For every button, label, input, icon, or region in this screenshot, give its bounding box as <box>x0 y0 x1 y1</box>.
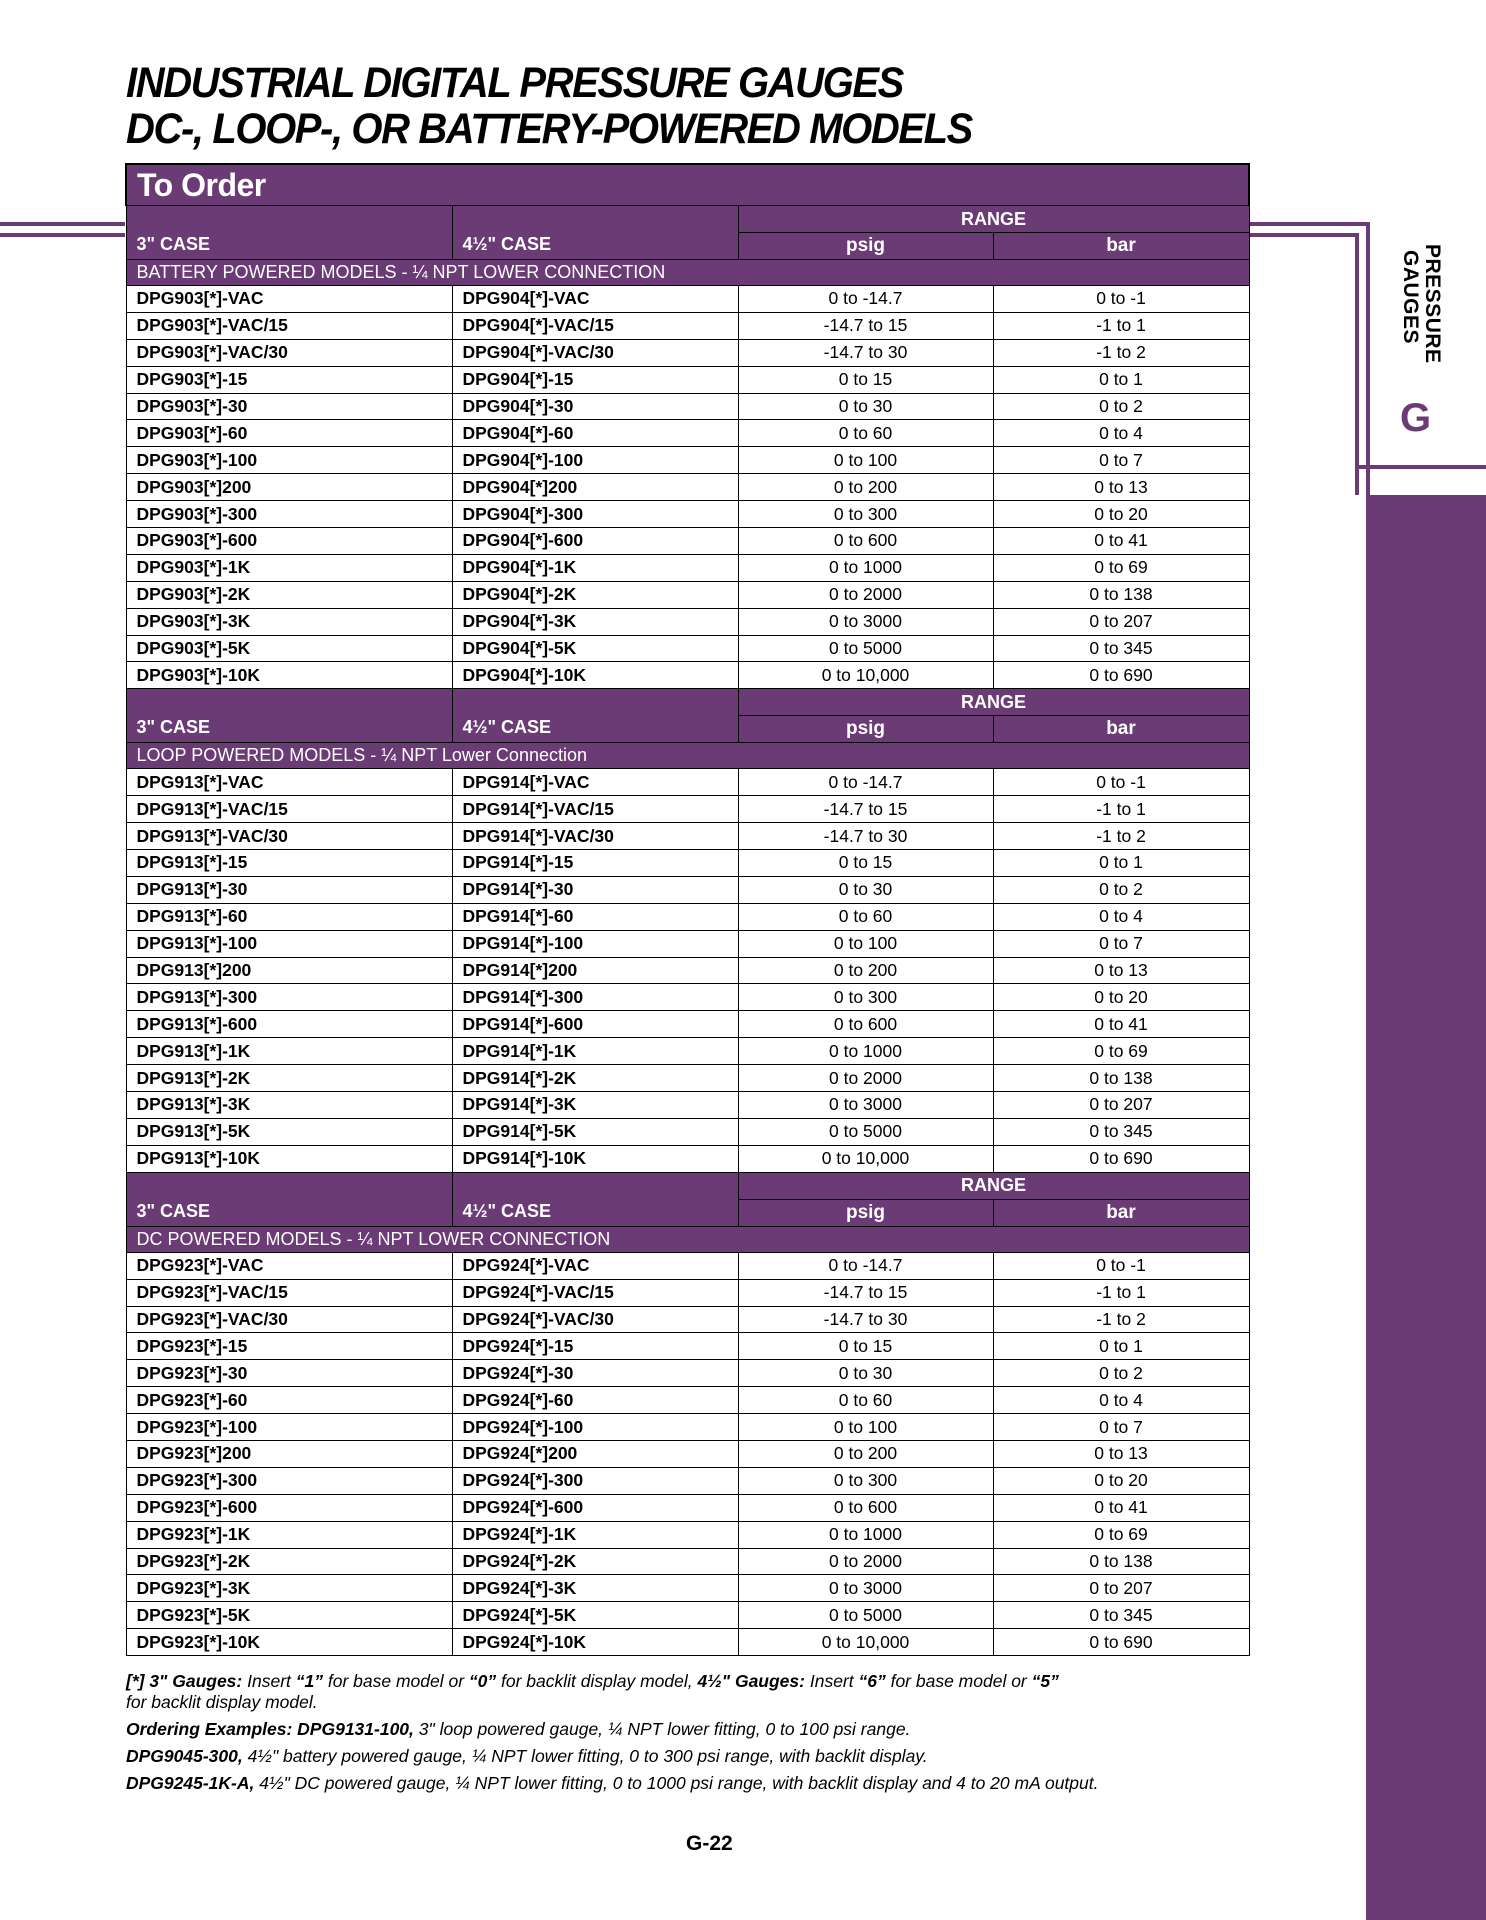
table-row <box>126 1602 1249 1629</box>
model-3in: DPG913[*]-100 <box>126 930 452 957</box>
table-row <box>126 1279 1249 1306</box>
range-bar: 0 to 690 <box>993 1145 1249 1172</box>
page-number: G-22 <box>686 1832 733 1855</box>
range-bar: 0 to 207 <box>993 1092 1249 1119</box>
model-4-5in: DPG924[*]-60 <box>452 1387 738 1414</box>
note2-a: Ordering Examples: DPG9131-100, <box>126 1719 414 1739</box>
range-bar: 0 to 20 <box>993 501 1249 528</box>
range-psig: 0 to 30 <box>738 1360 993 1387</box>
range-psig: -14.7 to 30 <box>738 339 993 366</box>
table-row <box>126 957 1249 984</box>
side-tab-bar <box>1366 495 1486 1920</box>
note1-c: “1” <box>295 1671 323 1691</box>
model-4-5in: DPG914[*]-VAC/30 <box>452 823 738 850</box>
range-bar: 0 to 1 <box>993 1333 1249 1360</box>
table-row <box>126 769 1249 796</box>
model-3in: DPG913[*]-600 <box>126 1011 452 1038</box>
model-4-5in: DPG914[*]200 <box>452 957 738 984</box>
model-4-5in: DPG914[*]-60 <box>452 903 738 930</box>
range-psig: 0 to 300 <box>738 501 993 528</box>
note4-b: 4½" DC powered gauge, ¼ NPT lower fitting, 0 to 1000 psi range, with backlit display and 4 to 20 mA output. <box>254 1773 1099 1793</box>
table-row <box>126 1521 1249 1548</box>
model-4-5in: DPG924[*]-30 <box>452 1360 738 1387</box>
range-bar: 0 to 138 <box>993 1065 1249 1092</box>
model-3in: DPG913[*]-3K <box>126 1092 452 1119</box>
model-4-5in: DPG924[*]-600 <box>452 1494 738 1521</box>
range-bar: 0 to 20 <box>993 1467 1249 1494</box>
model-4-5in: DPG914[*]-1K <box>452 1038 738 1065</box>
range-bar: 0 to 690 <box>993 662 1249 689</box>
header-psig: psig <box>738 233 993 260</box>
range-bar: 0 to 345 <box>993 1118 1249 1145</box>
range-psig: 0 to 10,000 <box>738 1629 993 1656</box>
range-bar: 0 to 138 <box>993 1548 1249 1575</box>
order-table <box>125 163 1250 1656</box>
range-bar: -1 to 1 <box>993 796 1249 823</box>
range-psig: 0 to 1000 <box>738 554 993 581</box>
note1-k: “5” <box>1031 1671 1059 1691</box>
range-bar: 0 to -1 <box>993 1252 1249 1279</box>
table-row <box>126 850 1249 877</box>
range-bar: 0 to 7 <box>993 1414 1249 1441</box>
model-3in: DPG903[*]-1K <box>126 554 452 581</box>
model-4-5in: DPG904[*]-VAC <box>452 286 738 313</box>
model-3in: DPG913[*]-5K <box>126 1118 452 1145</box>
range-psig: 0 to 2000 <box>738 1548 993 1575</box>
model-3in: DPG923[*]-3K <box>126 1575 452 1602</box>
note1-a: [*] 3" Gauges: <box>126 1671 243 1691</box>
table-row <box>126 393 1249 420</box>
model-3in: DPG923[*]-600 <box>126 1494 452 1521</box>
model-3in: DPG903[*]-600 <box>126 528 452 555</box>
note1-h: Insert <box>804 1671 859 1691</box>
header-bar: bar <box>993 716 1249 743</box>
model-3in: DPG923[*]-VAC/15 <box>126 1279 452 1306</box>
table-row <box>126 608 1249 635</box>
section-heading-row <box>126 260 1249 286</box>
range-bar: 0 to 41 <box>993 528 1249 555</box>
model-3in: DPG923[*]-VAC <box>126 1252 452 1279</box>
table-row <box>126 1252 1249 1279</box>
footnotes <box>126 1671 1256 1800</box>
table-header-row <box>126 206 1249 233</box>
table-row <box>126 823 1249 850</box>
range-bar: 0 to 4 <box>993 903 1249 930</box>
range-bar: 0 to -1 <box>993 286 1249 313</box>
range-psig: 0 to 30 <box>738 393 993 420</box>
range-bar: 0 to -1 <box>993 769 1249 796</box>
frame-line-right-vertical-inner <box>1355 233 1359 495</box>
section-heading: BATTERY POWERED MODELS - ¼ NPT LOWER CONNECTION <box>126 260 1249 286</box>
note1-j: for base model or <box>885 1671 1032 1691</box>
table-row <box>126 1092 1249 1119</box>
model-4-5in: DPG914[*]-10K <box>452 1145 738 1172</box>
model-4-5in: DPG904[*]-2K <box>452 581 738 608</box>
model-3in: DPG913[*]-15 <box>126 850 452 877</box>
range-bar: 0 to 4 <box>993 420 1249 447</box>
table-row <box>126 1306 1249 1333</box>
model-4-5in: DPG924[*]-5K <box>452 1602 738 1629</box>
note1-l: for backlit display model. <box>126 1692 318 1712</box>
range-psig: 0 to 3000 <box>738 1575 993 1602</box>
model-3in: DPG913[*]-30 <box>126 876 452 903</box>
range-bar: 0 to 2 <box>993 1360 1249 1387</box>
range-psig: -14.7 to 30 <box>738 1306 993 1333</box>
frame-line-right-top <box>1248 222 1368 226</box>
model-3in: DPG923[*]-10K <box>126 1629 452 1656</box>
model-3in: DPG903[*]-300 <box>126 501 452 528</box>
table-row <box>126 1467 1249 1494</box>
header-range: RANGE <box>738 1172 1249 1199</box>
note1-b: Insert <box>242 1671 296 1691</box>
table-row <box>126 501 1249 528</box>
range-bar: -1 to 2 <box>993 339 1249 366</box>
header-bar: bar <box>993 1199 1249 1226</box>
table-row <box>126 312 1249 339</box>
header-bar: bar <box>993 233 1249 260</box>
side-tab-label <box>1380 242 1480 382</box>
frame-line-left-bottom <box>0 233 125 237</box>
range-psig: -14.7 to 15 <box>738 796 993 823</box>
model-4-5in: DPG924[*]-100 <box>452 1414 738 1441</box>
model-4-5in: DPG914[*]-VAC <box>452 769 738 796</box>
table-row <box>126 1038 1249 1065</box>
model-3in: DPG913[*]-1K <box>126 1038 452 1065</box>
table-row <box>126 366 1249 393</box>
model-3in: DPG903[*]-5K <box>126 635 452 662</box>
page-title <box>126 60 1056 152</box>
header-3in-case: 3" CASE <box>126 1172 452 1226</box>
table-row <box>126 1387 1249 1414</box>
model-3in: DPG923[*]-5K <box>126 1602 452 1629</box>
model-4-5in: DPG924[*]-15 <box>452 1333 738 1360</box>
range-bar: 0 to 207 <box>993 608 1249 635</box>
range-psig: 0 to 600 <box>738 528 993 555</box>
model-3in: DPG903[*]-2K <box>126 581 452 608</box>
table-row <box>126 554 1249 581</box>
table-row <box>126 528 1249 555</box>
note-insert-codes <box>126 1671 1256 1713</box>
model-4-5in: DPG914[*]-100 <box>452 930 738 957</box>
model-4-5in: DPG904[*]-300 <box>452 501 738 528</box>
range-psig: 0 to 15 <box>738 366 993 393</box>
range-bar: 0 to 41 <box>993 1494 1249 1521</box>
model-4-5in: DPG904[*]-VAC/30 <box>452 339 738 366</box>
model-3in: DPG903[*]-30 <box>126 393 452 420</box>
range-psig: 0 to 5000 <box>738 1602 993 1629</box>
range-bar: 0 to 207 <box>993 1575 1249 1602</box>
model-4-5in: DPG914[*]-600 <box>452 1011 738 1038</box>
table-row <box>126 1118 1249 1145</box>
model-4-5in: DPG904[*]-600 <box>452 528 738 555</box>
range-psig: 0 to 100 <box>738 447 993 474</box>
model-4-5in: DPG924[*]-VAC <box>452 1252 738 1279</box>
frame-line-right-vertical-outer <box>1366 222 1370 497</box>
model-3in: DPG903[*]-10K <box>126 662 452 689</box>
header-4-5in-case: 4½" CASE <box>452 1172 738 1226</box>
range-bar: 0 to 13 <box>993 1440 1249 1467</box>
model-3in: DPG903[*]200 <box>126 474 452 501</box>
note1-d: for base model or <box>322 1671 469 1691</box>
range-psig: 0 to 10,000 <box>738 662 993 689</box>
note-example-3 <box>126 1773 1256 1794</box>
model-4-5in: DPG904[*]-3K <box>452 608 738 635</box>
note1-g: 4½" Gauges: <box>697 1671 805 1691</box>
model-3in: DPG923[*]-2K <box>126 1548 452 1575</box>
model-4-5in: DPG904[*]200 <box>452 474 738 501</box>
table-row <box>126 581 1249 608</box>
range-bar: -1 to 2 <box>993 1306 1249 1333</box>
table-row <box>126 1360 1249 1387</box>
model-3in: DPG923[*]-30 <box>126 1360 452 1387</box>
model-4-5in: DPG904[*]-VAC/15 <box>452 312 738 339</box>
range-bar: 0 to 345 <box>993 635 1249 662</box>
model-4-5in: DPG904[*]-60 <box>452 420 738 447</box>
model-4-5in: DPG924[*]200 <box>452 1440 738 1467</box>
note2-b: 3" loop powered gauge, ¼ NPT lower fitting, 0 to 100 psi range. <box>413 1719 911 1739</box>
range-psig: 0 to 3000 <box>738 1092 993 1119</box>
header-range: RANGE <box>738 206 1249 233</box>
model-3in: DPG913[*]-60 <box>126 903 452 930</box>
range-psig: 0 to 15 <box>738 1333 993 1360</box>
model-4-5in: DPG924[*]-VAC/30 <box>452 1306 738 1333</box>
header-psig: psig <box>738 716 993 743</box>
range-psig: 0 to 1000 <box>738 1521 993 1548</box>
range-psig: 0 to 300 <box>738 1467 993 1494</box>
side-tab-word1: PRESSURE <box>1421 244 1444 364</box>
model-3in: DPG913[*]-2K <box>126 1065 452 1092</box>
range-bar: 0 to 138 <box>993 581 1249 608</box>
range-psig: -14.7 to 30 <box>738 823 993 850</box>
section-heading-row <box>126 1226 1249 1252</box>
range-psig: 0 to 600 <box>738 1494 993 1521</box>
model-4-5in: DPG924[*]-300 <box>452 1467 738 1494</box>
frame-line-right-bottom <box>1248 233 1356 237</box>
model-4-5in: DPG904[*]-1K <box>452 554 738 581</box>
model-3in: DPG923[*]200 <box>126 1440 452 1467</box>
frame-line-tab-bottom <box>1355 465 1486 469</box>
range-bar: -1 to 2 <box>993 823 1249 850</box>
section-heading-row <box>126 743 1249 769</box>
range-bar: 0 to 2 <box>993 393 1249 420</box>
model-4-5in: DPG914[*]-15 <box>452 850 738 877</box>
model-3in: DPG903[*]-15 <box>126 366 452 393</box>
model-4-5in: DPG904[*]-5K <box>452 635 738 662</box>
table-row <box>126 903 1249 930</box>
model-4-5in: DPG914[*]-VAC/15 <box>452 796 738 823</box>
table-row <box>126 286 1249 313</box>
header-range: RANGE <box>738 689 1249 716</box>
range-bar: 0 to 2 <box>993 876 1249 903</box>
range-psig: 0 to -14.7 <box>738 1252 993 1279</box>
section-heading: DC POWERED MODELS - ¼ NPT LOWER CONNECTION <box>126 1226 1249 1252</box>
header-3in-case: 3" CASE <box>126 689 452 743</box>
table-row <box>126 420 1249 447</box>
model-4-5in: DPG914[*]-30 <box>452 876 738 903</box>
note1-f: for backlit display model, <box>496 1671 698 1691</box>
range-bar: 0 to 13 <box>993 957 1249 984</box>
range-bar: -1 to 1 <box>993 312 1249 339</box>
range-bar: 0 to 7 <box>993 930 1249 957</box>
model-3in: DPG913[*]-300 <box>126 984 452 1011</box>
header-psig: psig <box>738 1199 993 1226</box>
range-bar: 0 to 20 <box>993 984 1249 1011</box>
range-bar: 0 to 7 <box>993 447 1249 474</box>
model-3in: DPG903[*]-3K <box>126 608 452 635</box>
side-tab-letter: G <box>1400 396 1432 440</box>
range-psig: 0 to 60 <box>738 420 993 447</box>
frame-line-left-top <box>0 222 125 226</box>
range-psig: 0 to -14.7 <box>738 286 993 313</box>
note1-e: “0” <box>468 1671 497 1691</box>
model-3in: DPG913[*]-VAC/30 <box>126 823 452 850</box>
page-title-line1: INDUSTRIAL DIGITAL PRESSURE GAUGES <box>126 59 903 107</box>
table-row <box>126 447 1249 474</box>
table-row <box>126 984 1249 1011</box>
table-row <box>126 635 1249 662</box>
model-4-5in: DPG914[*]-3K <box>452 1092 738 1119</box>
model-4-5in: DPG924[*]-VAC/15 <box>452 1279 738 1306</box>
table-row <box>126 1575 1249 1602</box>
model-4-5in: DPG914[*]-5K <box>452 1118 738 1145</box>
table-row <box>126 1494 1249 1521</box>
note3-a: DPG9045-300, <box>126 1746 243 1766</box>
header-3in-case: 3" CASE <box>126 206 452 260</box>
model-4-5in: DPG924[*]-3K <box>452 1575 738 1602</box>
model-4-5in: DPG914[*]-2K <box>452 1065 738 1092</box>
range-psig: 0 to 10,000 <box>738 1145 993 1172</box>
note-example-2 <box>126 1746 1256 1767</box>
range-psig: 0 to 1000 <box>738 1038 993 1065</box>
note4-a: DPG9245-1K-A, <box>126 1773 255 1793</box>
model-3in: DPG923[*]-VAC/30 <box>126 1306 452 1333</box>
range-bar: 0 to 690 <box>993 1629 1249 1656</box>
range-psig: 0 to 2000 <box>738 581 993 608</box>
range-bar: 0 to 41 <box>993 1011 1249 1038</box>
model-3in: DPG913[*]-10K <box>126 1145 452 1172</box>
model-4-5in: DPG924[*]-2K <box>452 1548 738 1575</box>
model-4-5in: DPG904[*]-30 <box>452 393 738 420</box>
table-row <box>126 876 1249 903</box>
model-4-5in: DPG924[*]-10K <box>452 1629 738 1656</box>
range-bar: 0 to 1 <box>993 850 1249 877</box>
range-psig: 0 to -14.7 <box>738 769 993 796</box>
model-4-5in: DPG904[*]-10K <box>452 662 738 689</box>
model-3in: DPG903[*]-VAC/15 <box>126 312 452 339</box>
table-row <box>126 662 1249 689</box>
range-psig: 0 to 200 <box>738 1440 993 1467</box>
model-3in: DPG923[*]-1K <box>126 1521 452 1548</box>
table-row <box>126 930 1249 957</box>
note-example-1 <box>126 1719 1256 1740</box>
section-heading: LOOP POWERED MODELS - ¼ NPT Lower Connection <box>126 743 1249 769</box>
range-psig: 0 to 300 <box>738 984 993 1011</box>
range-psig: 0 to 5000 <box>738 635 993 662</box>
table-header-row <box>126 689 1249 716</box>
range-psig: 0 to 60 <box>738 903 993 930</box>
model-3in: DPG913[*]200 <box>126 957 452 984</box>
model-4-5in: DPG904[*]-15 <box>452 366 738 393</box>
range-psig: 0 to 15 <box>738 850 993 877</box>
range-psig: 0 to 100 <box>738 930 993 957</box>
note3-b: 4½" battery powered gauge, ¼ NPT lower fitting, 0 to 300 psi range, with backlit display. <box>242 1746 928 1766</box>
side-tab-word2: GAUGES <box>1399 250 1422 345</box>
range-psig: 0 to 5000 <box>738 1118 993 1145</box>
range-bar: 0 to 69 <box>993 1521 1249 1548</box>
table-row <box>126 1629 1249 1656</box>
range-bar: 0 to 345 <box>993 1602 1249 1629</box>
table-row <box>126 339 1249 366</box>
table-header-row <box>126 1172 1249 1199</box>
model-3in: DPG923[*]-15 <box>126 1333 452 1360</box>
table-row <box>126 1065 1249 1092</box>
range-psig: 0 to 60 <box>738 1387 993 1414</box>
range-bar: 0 to 13 <box>993 474 1249 501</box>
table-row <box>126 1414 1249 1441</box>
header-4-5in-case: 4½" CASE <box>452 689 738 743</box>
range-bar: 0 to 4 <box>993 1387 1249 1414</box>
page-title-line2: DC-, LOOP-, OR BATTERY-POWERED MODELS <box>126 105 972 153</box>
model-4-5in: DPG924[*]-1K <box>452 1521 738 1548</box>
model-3in: DPG903[*]-VAC/30 <box>126 339 452 366</box>
table-row <box>126 474 1249 501</box>
range-psig: 0 to 200 <box>738 474 993 501</box>
model-3in: DPG903[*]-60 <box>126 420 452 447</box>
model-3in: DPG923[*]-60 <box>126 1387 452 1414</box>
table-row <box>126 1145 1249 1172</box>
model-3in: DPG913[*]-VAC <box>126 769 452 796</box>
model-3in: DPG903[*]-VAC <box>126 286 452 313</box>
model-4-5in: DPG914[*]-300 <box>452 984 738 1011</box>
table-row <box>126 796 1249 823</box>
range-psig: 0 to 200 <box>738 957 993 984</box>
range-psig: 0 to 30 <box>738 876 993 903</box>
table-row <box>126 1333 1249 1360</box>
range-psig: -14.7 to 15 <box>738 312 993 339</box>
table-row <box>126 1440 1249 1467</box>
model-3in: DPG913[*]-VAC/15 <box>126 796 452 823</box>
table-row <box>126 1548 1249 1575</box>
range-psig: 0 to 2000 <box>738 1065 993 1092</box>
range-psig: 0 to 600 <box>738 1011 993 1038</box>
header-4-5in-case: 4½" CASE <box>452 206 738 260</box>
table-row <box>126 1011 1249 1038</box>
range-bar: -1 to 1 <box>993 1279 1249 1306</box>
model-3in: DPG923[*]-100 <box>126 1414 452 1441</box>
range-bar: 0 to 69 <box>993 554 1249 581</box>
range-bar: 0 to 69 <box>993 1038 1249 1065</box>
range-psig: 0 to 3000 <box>738 608 993 635</box>
table-title: To Order <box>126 164 1249 206</box>
range-psig: 0 to 100 <box>738 1414 993 1441</box>
model-3in: DPG903[*]-100 <box>126 447 452 474</box>
model-4-5in: DPG904[*]-100 <box>452 447 738 474</box>
range-psig: -14.7 to 15 <box>738 1279 993 1306</box>
range-bar: 0 to 1 <box>993 366 1249 393</box>
note1-i: “6” <box>858 1671 886 1691</box>
model-3in: DPG923[*]-300 <box>126 1467 452 1494</box>
